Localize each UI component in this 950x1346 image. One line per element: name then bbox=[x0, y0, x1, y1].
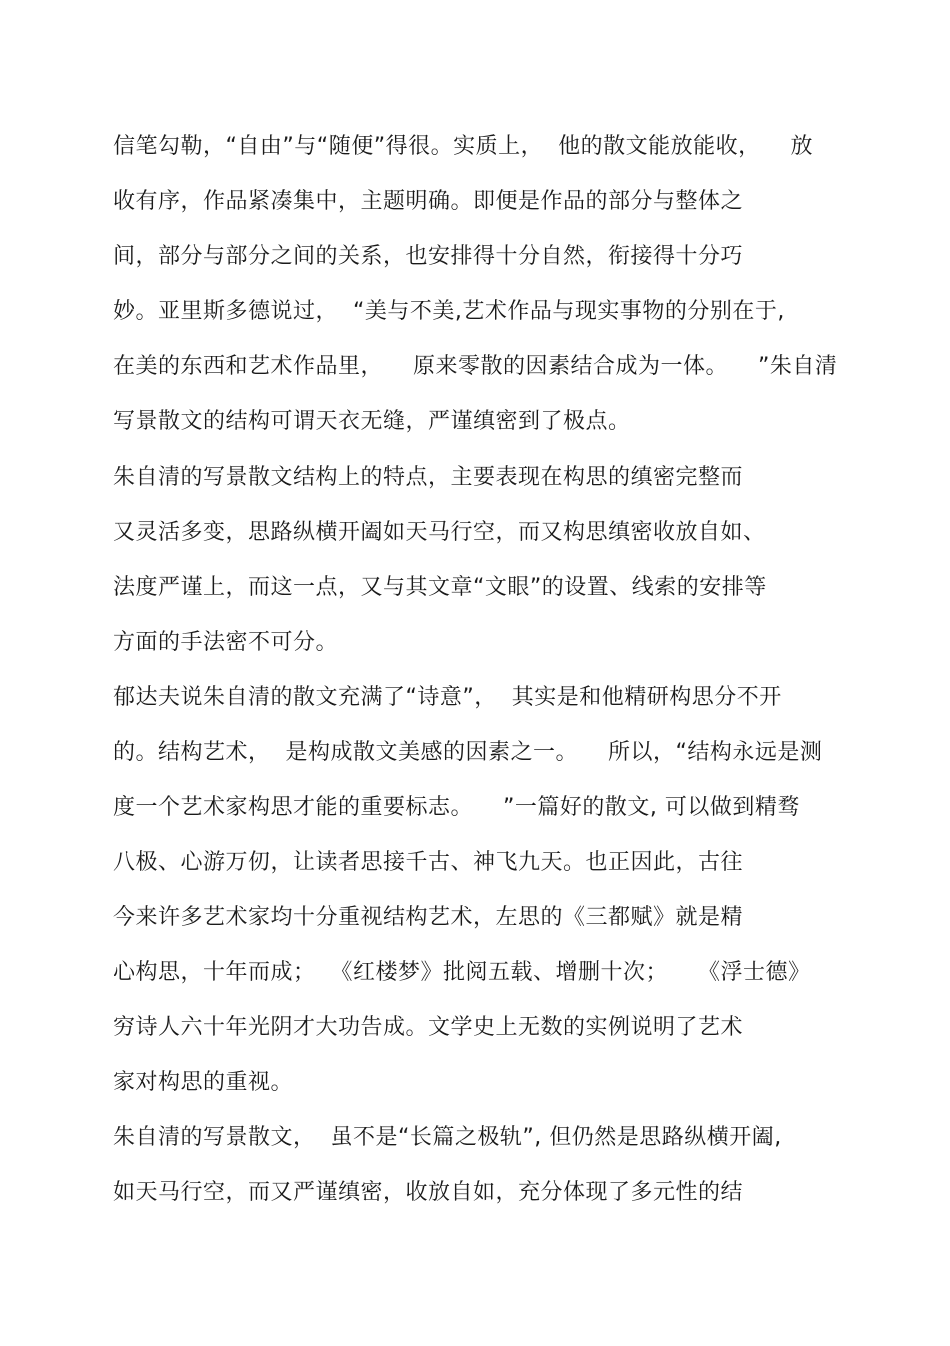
text-line-16: 心构思，十年而成； 《红楼梦》批阅五载、增删十次； 《浮士德》 bbox=[113, 960, 811, 985]
text-line-18: 家对构思的重视。 bbox=[113, 1070, 294, 1095]
text-line-9: 法度严谨上，而这一点，又与其文章“文眼”的设置、线索的安排等 bbox=[113, 575, 767, 600]
text-line-14: 八极、心游万仞，让读者思接千古、神飞九天。也正因此，古往 bbox=[113, 850, 744, 875]
text-line-19: 朱自清的写景散文， 虽不是“长篇之极轨”, 但仍然是思路纵横开阖, bbox=[113, 1125, 782, 1150]
text-line-1: 信笔勾勒，“自由”与“随便”得很。实质上， 他的散文能放能收， 放 bbox=[113, 134, 814, 159]
text-line-13: 度一个艺术家构思才能的重要标志。 ”一篇好的散文, 可以做到精骛 bbox=[113, 795, 800, 820]
text-line-17: 穷诗人六十年光阴才大功告成。文学史上无数的实例说明了艺术 bbox=[113, 1015, 744, 1040]
text-line-5: 在美的东西和艺术作品里， 原来零散的因素结合成为一体。 ”朱自清 bbox=[113, 354, 838, 379]
text-line-3: 间，部分与部分之间的关系，也安排得十分自然，衔接得十分巧 bbox=[113, 244, 744, 269]
text-line-4: 妙。亚里斯多德说过， “美与不美,艺术作品与现实事物的分别在于, bbox=[113, 299, 785, 324]
text-line-12: 的。结构艺术， 是构成散文美感的因素之一。 所以，“结构永远是测 bbox=[113, 740, 823, 765]
text-line-10: 方面的手法密不可分。 bbox=[113, 630, 339, 655]
text-line-11: 郁达夫说朱自清的散文充满了“诗意”， 其实是和他精研构思分不开 bbox=[113, 685, 782, 710]
text-line-6: 写景散文的结构可谓天衣无缝，严谨缜密到了极点。 bbox=[113, 409, 631, 434]
text-line-15: 今来许多艺术家均十分重视结构艺术，左思的《三都赋》就是精 bbox=[113, 905, 744, 930]
text-line-8: 又灵活多变，思路纵横开阖如天马行空，而又构思缜密收放自如、 bbox=[113, 520, 766, 545]
text-line-7: 朱自清的写景散文结构上的特点，主要表现在构思的缜密完整而 bbox=[113, 465, 744, 490]
text-line-2: 收有序，作品紧凑集中，主题明确。即便是作品的部分与整体之 bbox=[113, 189, 744, 214]
text-line-20: 如天马行空，而又严谨缜密，收放自如，充分体现了多元性的结 bbox=[113, 1180, 744, 1205]
